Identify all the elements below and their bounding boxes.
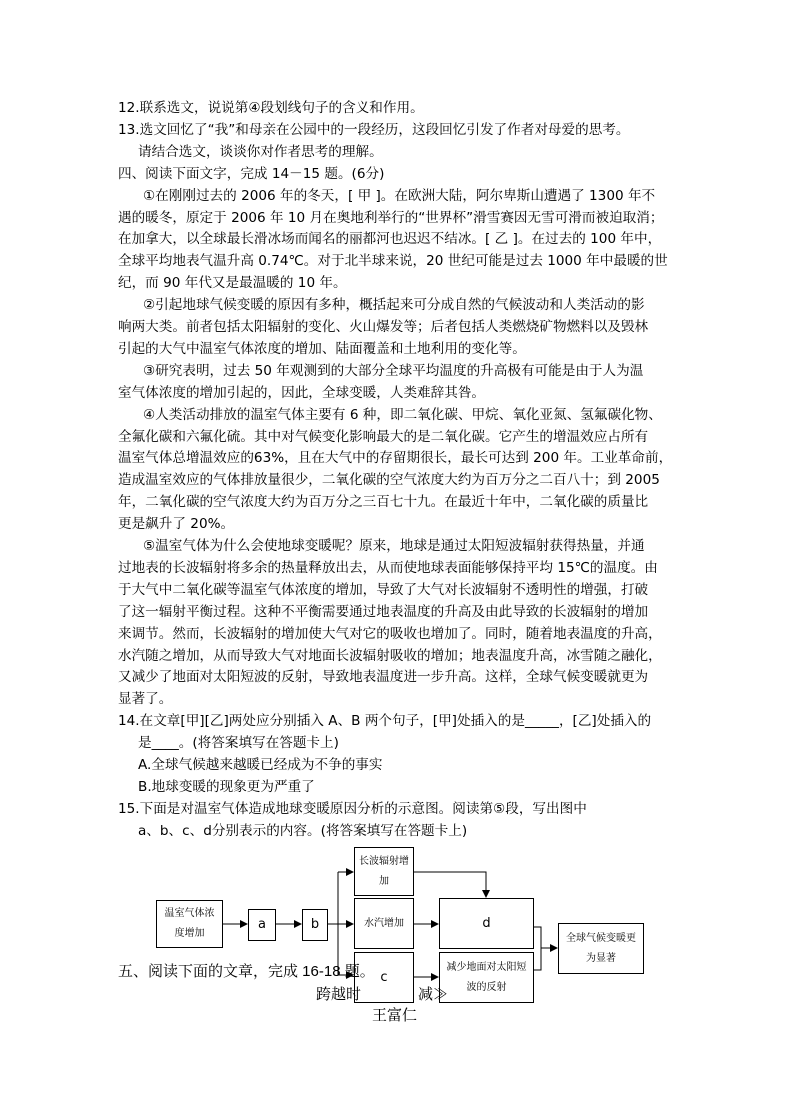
- text-line: 全氟化碳和六氟化硫。其中对气候变化影响最大的是二氧化碳。它产生的增温效应占所有: [118, 428, 649, 445]
- text-line: 响两大类。前者包括太阳辐射的变化、火山爆发等；后者包括人类燃烧矿物燃料以及毁林: [118, 319, 649, 335]
- article-title-partial-2: 减≫: [418, 986, 449, 1003]
- text-line: 水汽随之增加，从而导致大气对地面长波辐射吸收的增加；地表温度升高，冰雪随之融化，: [118, 647, 662, 664]
- text-line: 又减少了地面对太阳短波的反射，导致地表温度进一步升高。这样，全球气候变暖就更为: [118, 669, 649, 686]
- text-line: 纪，而 90 年代又是最温暖的 10 年。: [118, 275, 347, 292]
- text-line: 引起的大气中温室气体浓度的增加、陆面覆盖和土地利用的变化等。: [118, 340, 526, 357]
- text-line: 温室气体总增温效应的63%，且在大气中的存留期很长，最长可达到 200 年。工业革命前，: [118, 450, 673, 467]
- text-line: B.地球变暖的现象更为严重了: [138, 778, 315, 795]
- text-line: A.全球气候越来越暖已经成为不争的事实: [138, 757, 383, 773]
- text-line: 全球平均地表气温升高 0.74℃。对于北半球来说，20 世纪可能是过去 1000 年中最暖的世: [118, 253, 668, 270]
- text-line: 四、阅读下面文字，完成 14－15 题。(6分): [118, 165, 385, 182]
- diagram-box-reduce-reflection: 减少地面对太阳短波的反射: [439, 952, 534, 1003]
- text-line: ③研究表明，过去 50 年观测到的大部分全球平均温度的升高极有可能是由于人为温: [143, 362, 644, 379]
- diagram-box-a: a: [248, 909, 276, 941]
- text-line: ①在刚刚过去的 2006 年的冬天，[ 甲 ]。在欧洲大陆，阿尔卑斯山遭遇了 1300 年不: [143, 187, 656, 204]
- text-line: 13.选文回忆了“我”和母亲在公园中的一段经历，这段回忆引发了作者对母爱的思考。: [118, 121, 630, 138]
- text-line: 过地表的长波辐射将多余的热量释放出去，从而使地球表面能够保持平均 15℃的温度。由: [118, 559, 658, 576]
- diagram-box-d: d: [439, 898, 534, 949]
- text-line: 14.在文章[甲][乙]两处应分别插入 A、B 两个句子，[甲]处插入的是_____，[乙]处插入的: [118, 713, 652, 730]
- text-line: 请结合选文，谈谈你对作者思考的理解。: [138, 143, 383, 160]
- text-line: 在加拿大，以全球最长滑冰场而闻名的丽都河也迟迟不结冰。[ 乙 ]。在过去的 100 年中，: [118, 231, 662, 248]
- text-line: 12.联系选文，说说第④段划线句子的含义和作用。: [118, 100, 424, 116]
- diagram-box-vapor: 水汽增加: [354, 898, 414, 949]
- text-line: ⑤温室气体为什么会使地球变暖呢？原来，地球是通过太阳短波辐射获得热量，并通: [143, 538, 645, 554]
- diagram-box-start: 温室气体浓度增加: [156, 900, 223, 948]
- diagram-box-result: 全球气候变暖更为显著: [558, 923, 644, 974]
- article-title-partial: 跨越时: [316, 986, 362, 1003]
- text-line: 更是飙升了 20%。: [118, 516, 235, 533]
- text-line: 15.下面是对温室气体造成地球变暖原因分析的示意图。阅读第⑤段，写出图中: [118, 800, 587, 817]
- diagram-box-b: b: [302, 909, 328, 941]
- text-line: 显著了。: [118, 691, 173, 708]
- text-line: 室气体浓度的增加引起的，因此，全球变暖，人类难辞其咎。: [118, 384, 486, 401]
- diagram-box-longwave: 长波辐射增加: [354, 847, 414, 896]
- text-line: 造成温室效应的气体排放量很少，二氧化碳的空气浓度大约为百万分之二百八十；到 2005: [118, 472, 660, 489]
- text-line: ②引起地球气候变暖的原因有多种，概括起来可分成自然的气候波动和人类活动的影: [143, 297, 645, 314]
- text-line: 了这一辐射平衡过程。这种不平衡需要通过地表温度的升高及由此导致的长波辐射的增加: [118, 603, 649, 620]
- text-line: 于大气中二氧化碳等温室气体浓度的增加，导致了大气对长波辐射不透明性的增强，打破: [118, 581, 649, 598]
- section-5-heading: 五、阅读下面的文章，完成 16-18 题。: [118, 963, 375, 980]
- text-line: ④人类活动排放的温室气体主要有 6 种，即二氧化碳、甲烷、氧化亚氮、氢氟碳化物、: [143, 406, 662, 423]
- diagram-box-c: c: [354, 952, 414, 1003]
- text-line: 来调节。然而，长波辐射的增加使大气对它的吸收也增加了。同时，随着地表温度的升高，: [118, 625, 662, 642]
- text-line: a、b、c、d分别表示的内容。(将答案填写在答题卡上): [138, 822, 468, 839]
- text-line: 是____。(将答案填写在答题卡上): [138, 735, 339, 752]
- text-line: 年，二氧化碳的空气浓度大约为百万分之三百七十九。在最近十年中，二氧化碳的质量比: [118, 494, 649, 511]
- text-line: 遇的暖冬，原定于 2006 年 10 月在奥地利举行的“世界杯”滑雪赛因无雪可滑而被迫取消；: [118, 209, 664, 226]
- article-author: 王富仁: [372, 1007, 418, 1024]
